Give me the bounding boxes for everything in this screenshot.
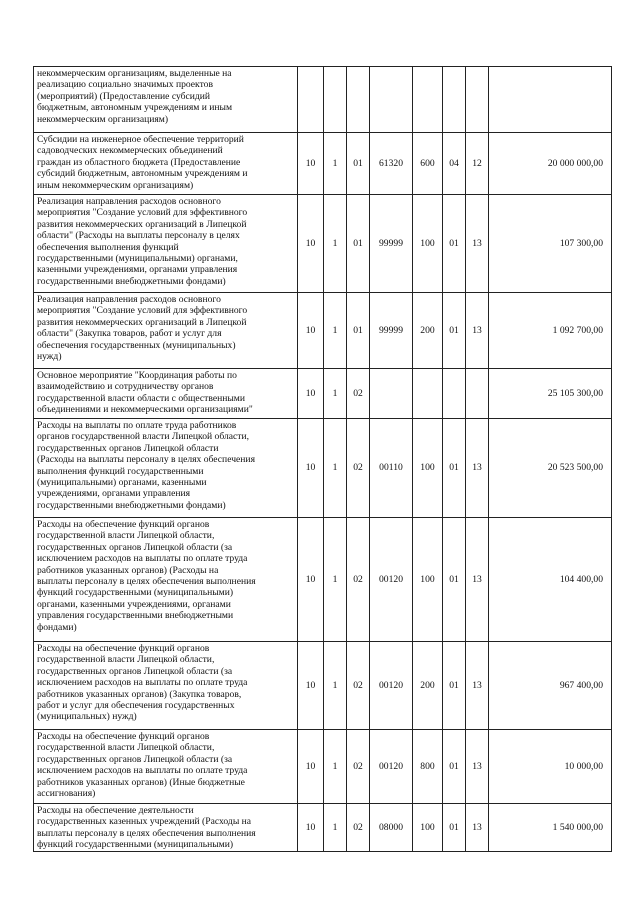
table-row [34, 369, 612, 419]
code-subprogram: 1 [324, 419, 347, 518]
code-subdivision: 13 [466, 293, 489, 369]
code-division: 01 [443, 642, 466, 730]
code-event [347, 67, 370, 133]
row-amount: 20 523 500,00 [489, 419, 612, 518]
row-description: Субсидии на инженерное обеспечение территорий садоводческих некоммерческих объединений граждан из областного бюджета (Предоставление субсидий бюджетным, автономным учреждениям и иным некоммерческим организациям) [34, 133, 298, 195]
code-direction: 61320 [370, 133, 413, 195]
code-subdivision [466, 67, 489, 133]
code-division: 04 [443, 133, 466, 195]
code-section: 10 [298, 133, 324, 195]
code-direction [370, 369, 413, 419]
code-direction: 99999 [370, 293, 413, 369]
table-row [34, 293, 612, 369]
code-division [443, 67, 466, 133]
budget-table [33, 66, 612, 852]
row-description: Расходы на обеспечение деятельности государственных казенных учреждений (Расходы на выплаты персоналу в целях обеспечения выполнения функций государственными (муниципальными) [34, 804, 298, 852]
code-section: 10 [298, 730, 324, 804]
table-row [34, 804, 612, 852]
code-event: 01 [347, 133, 370, 195]
row-description: Расходы на обеспечение функций органов государственной власти Липецкой области, государственных органов Липецкой области (за исключением расходов на выплаты по оплате труда работников указанных органов) (Закупка товаров, работ и услуг для обеспечения государственных (муниципальных) нужд) [34, 642, 298, 730]
row-amount: 25 105 300,00 [489, 369, 612, 419]
code-expense-type: 200 [413, 293, 443, 369]
code-direction: 99999 [370, 195, 413, 293]
code-expense-type: 200 [413, 642, 443, 730]
code-event: 02 [347, 369, 370, 419]
code-event: 01 [347, 293, 370, 369]
code-subdivision: 13 [466, 195, 489, 293]
code-subdivision: 13 [466, 642, 489, 730]
code-subprogram [324, 67, 347, 133]
code-expense-type [413, 369, 443, 419]
code-section: 10 [298, 369, 324, 419]
row-description: Расходы на обеспечение функций органов государственной власти Липецкой области, государственных органов Липецкой области (за исключением расходов на выплаты по оплате труда работников указанных органов) (Иные бюджетные ассигнования) [34, 730, 298, 804]
code-division: 01 [443, 804, 466, 852]
code-subdivision: 13 [466, 518, 489, 642]
table-row [34, 67, 612, 133]
code-subprogram: 1 [324, 804, 347, 852]
code-direction: 00110 [370, 419, 413, 518]
row-description: Расходы на выплаты по оплате труда работников органов государственной власти Липецкой области, государственных органов Липецкой области (Расходы на выплаты персоналу в целях обеспечения выполнения функций государственными (муниципальными) органами, казенными учреждениями, органами управления государственными внебюджетными фондами) [34, 419, 298, 518]
code-section: 10 [298, 642, 324, 730]
row-description: Основное мероприятие "Координация работы по взаимодействию и сотрудничеству органов государственной власти области с общественными объединениями и некоммерческими организациями" [34, 369, 298, 419]
code-section: 10 [298, 195, 324, 293]
code-event: 01 [347, 195, 370, 293]
code-section: 10 [298, 518, 324, 642]
code-expense-type: 600 [413, 133, 443, 195]
code-subdivision: 13 [466, 419, 489, 518]
code-event: 02 [347, 804, 370, 852]
code-subdivision [466, 369, 489, 419]
row-amount: 10 000,00 [489, 730, 612, 804]
code-subdivision: 13 [466, 804, 489, 852]
code-event: 02 [347, 419, 370, 518]
code-section: 10 [298, 419, 324, 518]
code-subprogram: 1 [324, 369, 347, 419]
row-amount: 107 300,00 [489, 195, 612, 293]
table-row [34, 642, 612, 730]
code-subdivision: 12 [466, 133, 489, 195]
code-expense-type: 100 [413, 804, 443, 852]
code-expense-type: 800 [413, 730, 443, 804]
code-division: 01 [443, 730, 466, 804]
code-subprogram: 1 [324, 730, 347, 804]
code-event: 02 [347, 518, 370, 642]
row-amount: 1 540 000,00 [489, 804, 612, 852]
code-section: 10 [298, 804, 324, 852]
row-description: Расходы на обеспечение функций органов государственной власти Липецкой области, государственных органов Липецкой области (за исключением расходов на выплаты по оплате труда работников указанных органов) (Расходы на выплаты персоналу в целях обеспечения выполнения функций государственными (муниципальными) органами, казенными учреждениями, органами управления государственными внебюджетными фондами) [34, 518, 298, 642]
code-subprogram: 1 [324, 642, 347, 730]
code-subprogram: 1 [324, 293, 347, 369]
row-description: некоммерческим организациям, выделенные на реализацию социально значимых проектов (мероприятий) (Предоставление субсидий бюджетным, автономным учреждениям и иным некоммерческим организациям) [34, 67, 298, 133]
code-direction: 00120 [370, 518, 413, 642]
table-row [34, 195, 612, 293]
row-amount: 1 092 700,00 [489, 293, 612, 369]
row-amount: 967 400,00 [489, 642, 612, 730]
code-division: 01 [443, 419, 466, 518]
row-amount [489, 67, 612, 133]
code-division [443, 369, 466, 419]
code-expense-type [413, 67, 443, 133]
code-section [298, 67, 324, 133]
code-division: 01 [443, 195, 466, 293]
code-division: 01 [443, 293, 466, 369]
code-subprogram: 1 [324, 518, 347, 642]
table-row [34, 133, 612, 195]
code-direction [370, 67, 413, 133]
row-amount: 20 000 000,00 [489, 133, 612, 195]
code-direction: 00120 [370, 642, 413, 730]
code-expense-type: 100 [413, 195, 443, 293]
row-description: Реализация направления расходов основного мероприятия "Создание условий для эффективного развития некоммерческих организаций в Липецкой области" (Расходы на выплаты персоналу в целях обеспечения выполнения функций государственными (муниципальными) органами, казенными учреждениями, органами управления государственными внебюджетными фондами) [34, 195, 298, 293]
code-direction: 08000 [370, 804, 413, 852]
code-subprogram: 1 [324, 133, 347, 195]
code-section: 10 [298, 293, 324, 369]
code-event: 02 [347, 642, 370, 730]
code-direction: 00120 [370, 730, 413, 804]
table-row [34, 730, 612, 804]
code-expense-type: 100 [413, 419, 443, 518]
code-expense-type: 100 [413, 518, 443, 642]
code-subprogram: 1 [324, 195, 347, 293]
code-event: 02 [347, 730, 370, 804]
table-row [34, 419, 612, 518]
code-subdivision: 13 [466, 730, 489, 804]
table-row [34, 518, 612, 642]
row-amount: 104 400,00 [489, 518, 612, 642]
row-description: Реализация направления расходов основного мероприятия "Создание условий для эффективного развития некоммерческих организаций в Липецкой области" (Закупка товаров, работ и услуг для обеспечения государственных (муниципальных) нужд) [34, 293, 298, 369]
code-division: 01 [443, 518, 466, 642]
